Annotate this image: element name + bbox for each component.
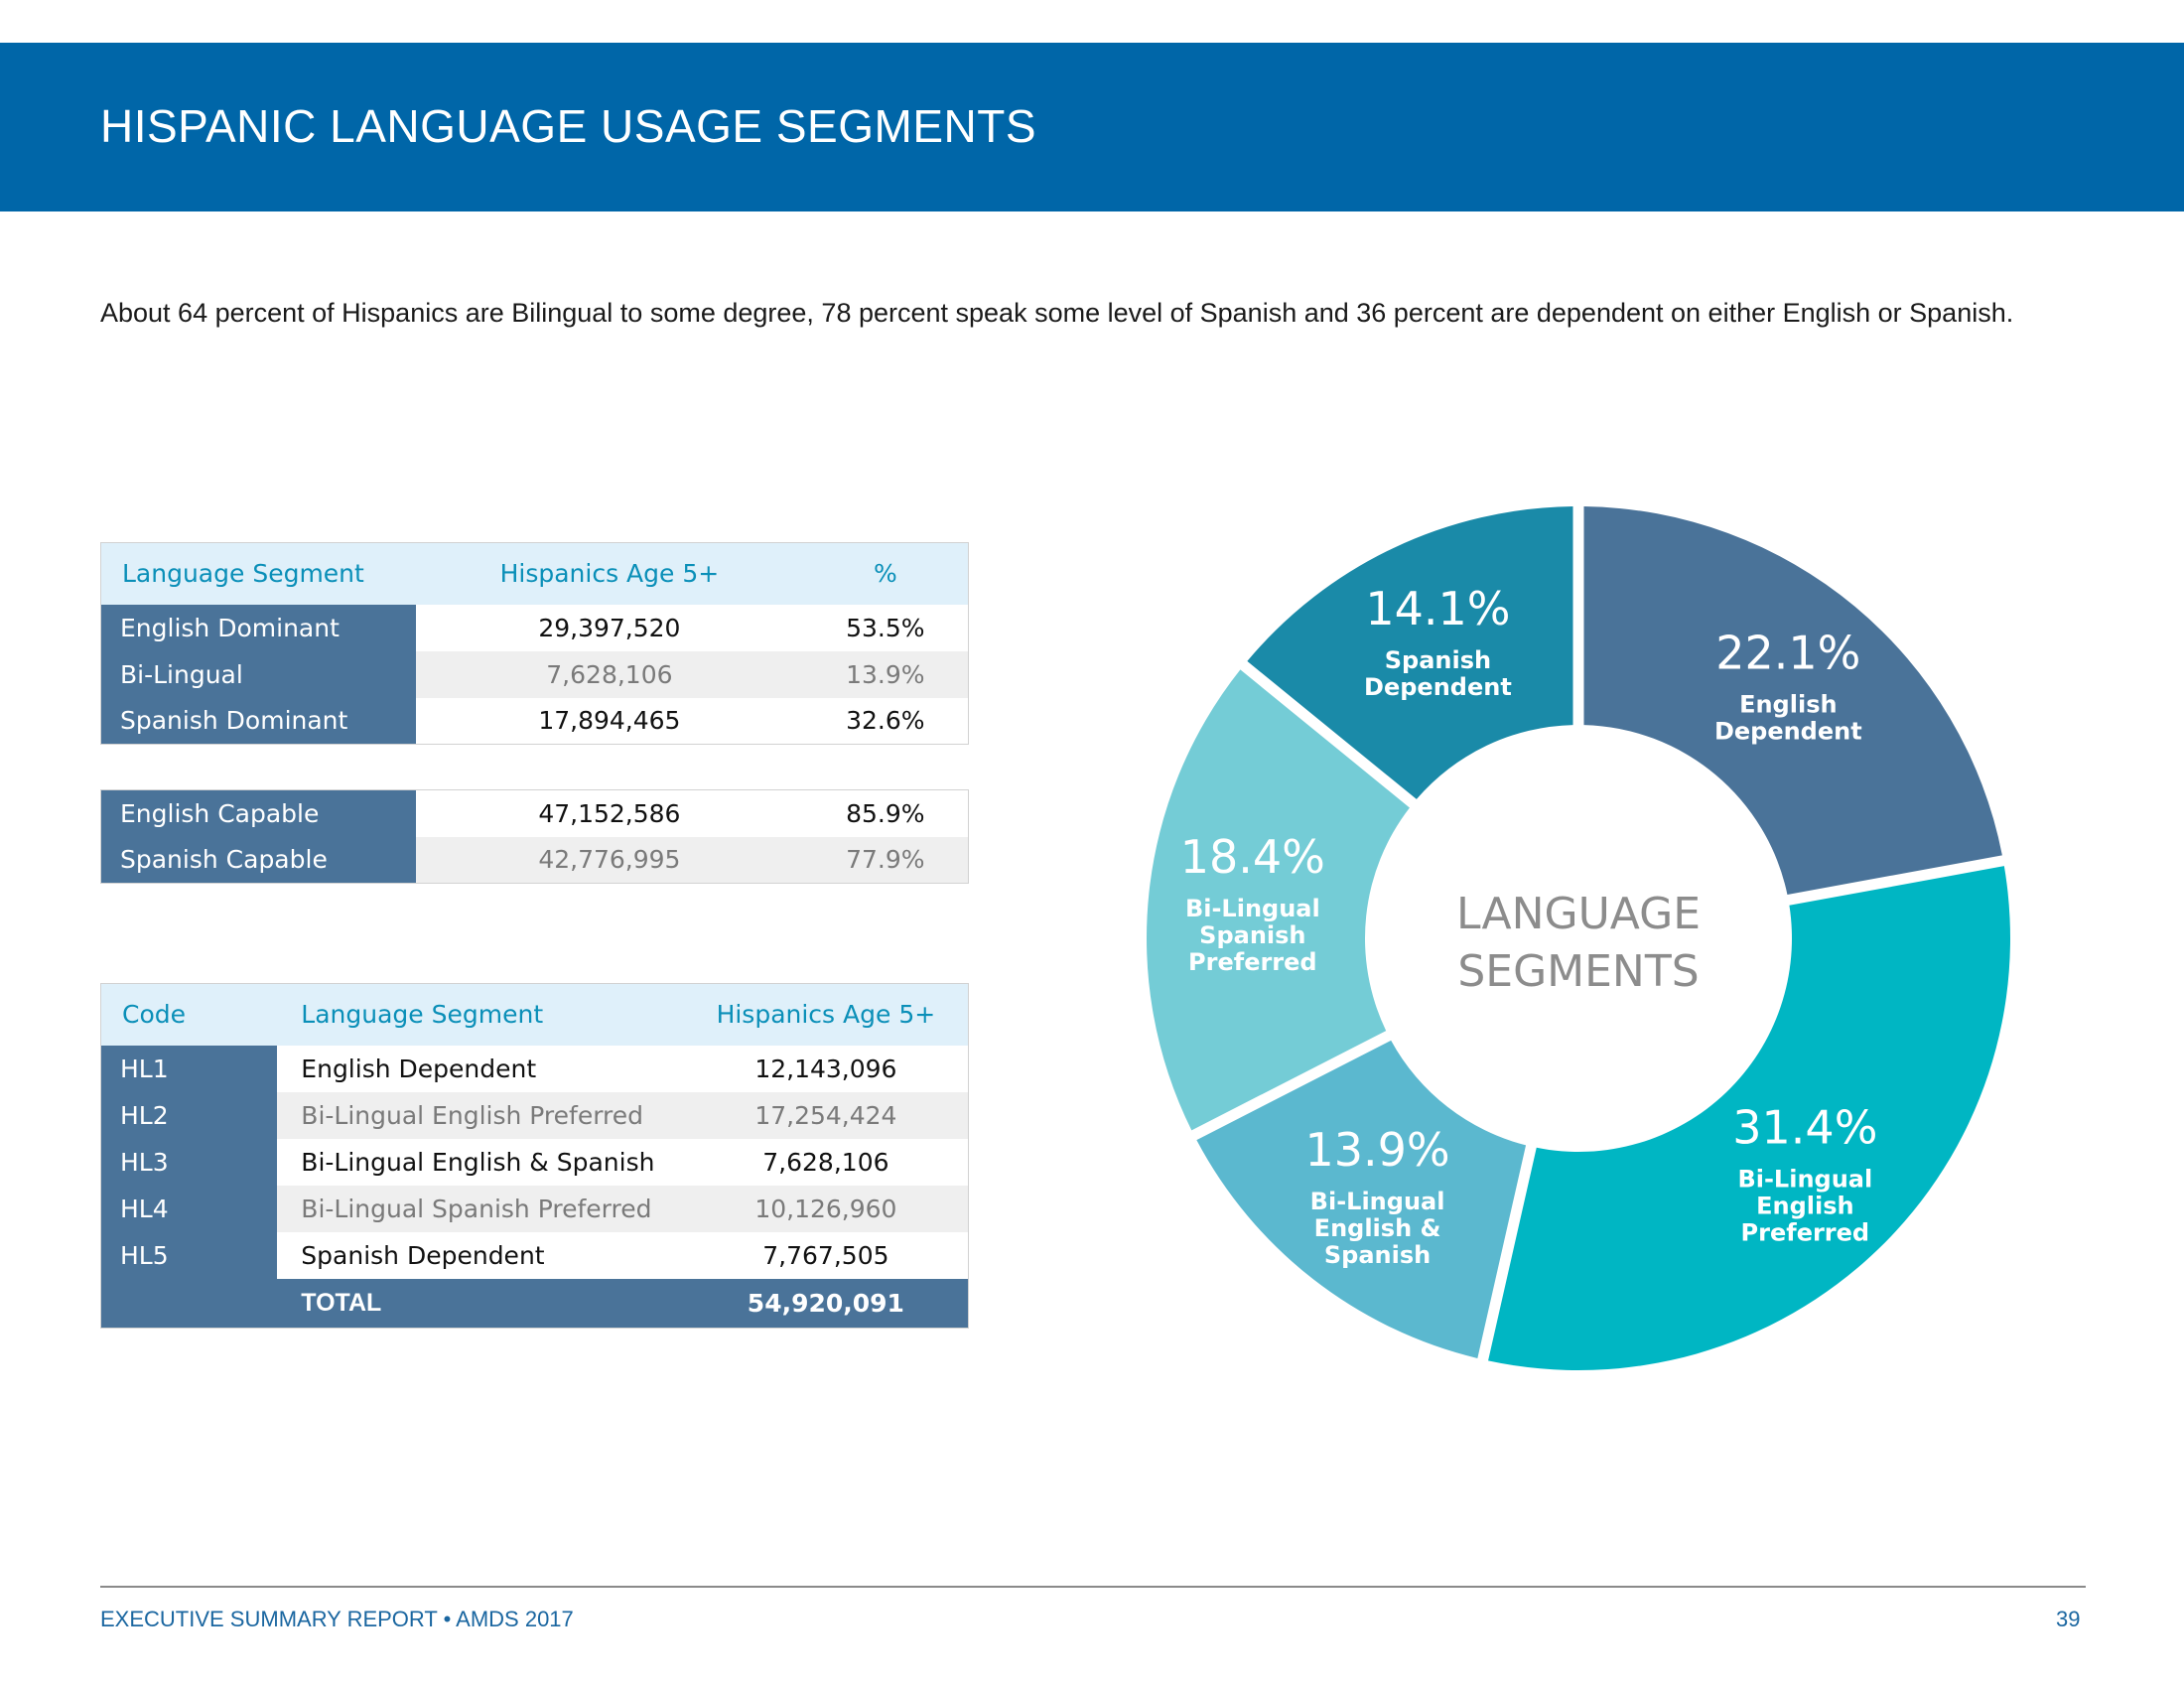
slice-name-label: Bi-Lingual (1309, 1188, 1445, 1216)
slice-name-label: Spanish (1323, 1241, 1432, 1270)
segment-count: 17,254,424 (684, 1092, 969, 1139)
capability-percent: 85.9% (803, 790, 969, 837)
segment-code: HL2 (101, 1092, 278, 1139)
segment-name: English Dependent (277, 1046, 683, 1092)
slice-name-label: Preferred (1740, 1218, 1870, 1247)
slice-name-label: Spanish (1384, 645, 1492, 674)
total-label: TOTAL (277, 1279, 683, 1329)
segment-count: 29,397,520 (416, 605, 803, 651)
segment-name: Bi-Lingual Spanish Preferred (277, 1186, 683, 1232)
slice-name-label: Spanish (1199, 920, 1306, 949)
slice-percent-label: 18.4% (1179, 829, 1325, 884)
slice-name-label: Dependent (1364, 672, 1512, 701)
total-value: 54,920,091 (684, 1279, 969, 1329)
slice-name-label: English (1756, 1192, 1854, 1220)
segment-count: 7,767,505 (684, 1232, 969, 1279)
header-language-segment: Language Segment (101, 543, 417, 605)
slice-percent-label: 31.4% (1732, 1100, 1878, 1155)
capability-label: English Capable (101, 790, 417, 837)
segment-code: HL5 (101, 1232, 278, 1279)
intro-text: About 64 percent of Hispanics are Bilingual to some degree, 78 percent speak some level of Spanish and 36 percent are dependent on either English or Spanish. (100, 298, 2014, 328)
segment-name: Bi-Lingual English & Spanish (277, 1139, 683, 1186)
header-code: Code (101, 984, 278, 1046)
slice-name-label: English (1739, 690, 1838, 719)
capability-count: 47,152,586 (416, 790, 803, 837)
slice-name-label: English & (1313, 1214, 1441, 1243)
donut-center-label-line1: LANGUAGE (1455, 889, 1702, 939)
segment-name: Spanish Dependent (277, 1232, 683, 1279)
segment-count: 10,126,960 (684, 1186, 969, 1232)
segment-percent: 53.5% (803, 605, 969, 651)
segment-percent: 13.9% (803, 651, 969, 698)
slice-percent-label: 22.1% (1715, 626, 1861, 680)
segment-label: Spanish Dominant (101, 698, 417, 745)
donut-center-label-line2: SEGMENTS (1457, 946, 1700, 997)
header-percent: % (803, 543, 969, 605)
footer-divider (100, 1586, 2086, 1588)
segment-code: HL3 (101, 1139, 278, 1186)
segment-label: English Dominant (101, 605, 417, 651)
header-hispanics-age: Hispanics Age 5+ (416, 543, 803, 605)
slice-percent-label: 13.9% (1304, 1123, 1450, 1178)
capability-percent: 77.9% (803, 837, 969, 884)
slice-name-label: Preferred (1188, 947, 1317, 976)
segment-count: 17,894,465 (416, 698, 803, 745)
segment-code: HL4 (101, 1186, 278, 1232)
segment-percent: 32.6% (803, 698, 969, 745)
slice-percent-label: 14.1% (1365, 581, 1511, 635)
slice-name-label: Dependent (1713, 717, 1862, 746)
slice-name-label: Bi-Lingual (1737, 1165, 1873, 1194)
page-title: HISPANIC LANGUAGE USAGE SEGMENTS (100, 100, 1037, 152)
segment-code: HL1 (101, 1046, 278, 1092)
page-number: 39 (2056, 1607, 2081, 1631)
segment-label: Bi-Lingual (101, 651, 417, 698)
segment-count: 7,628,106 (684, 1139, 969, 1186)
segment-count: 12,143,096 (684, 1046, 969, 1092)
header-language-segment: Language Segment (277, 984, 683, 1046)
footer-report-title: EXECUTIVE SUMMARY REPORT • AMDS 2017 (100, 1607, 574, 1631)
segment-count: 7,628,106 (416, 651, 803, 698)
slice-name-label: Bi-Lingual (1184, 894, 1320, 922)
segment-name: Bi-Lingual English Preferred (277, 1092, 683, 1139)
capability-label: Spanish Capable (101, 837, 417, 884)
capability-count: 42,776,995 (416, 837, 803, 884)
header-hispanics-age: Hispanics Age 5+ (684, 984, 969, 1046)
